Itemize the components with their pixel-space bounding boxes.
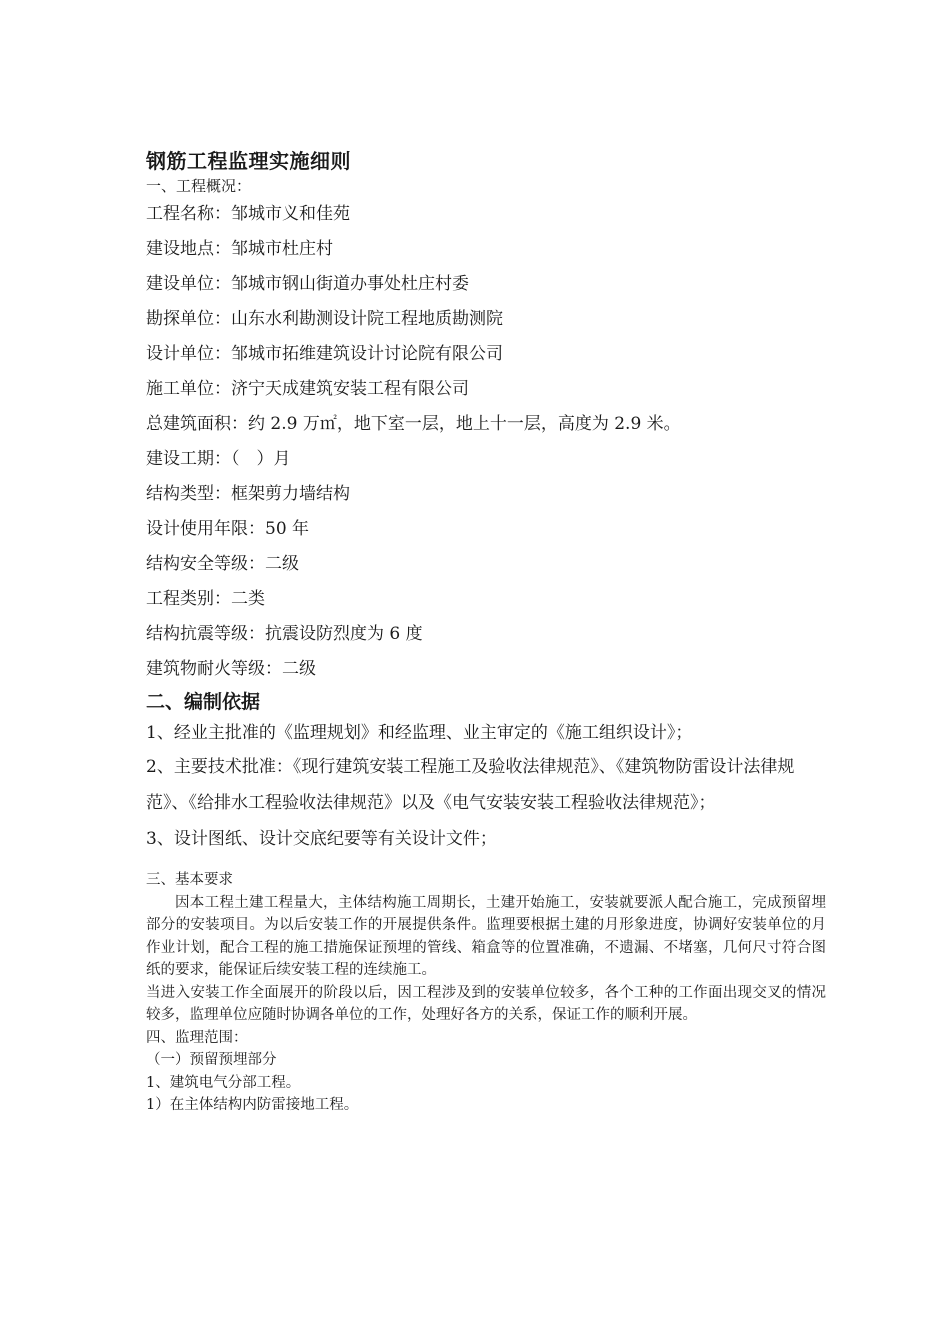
section-heading-requirements: 三、基本要求 (146, 872, 233, 888)
scope-subheading-embedded: （一）预留预埋部分 (146, 1052, 277, 1068)
scope-item-electrical: 1、建筑电气分部工程。 (146, 1074, 301, 1091)
overview-project-name: 工程名称：邹城市义和佳苑 (146, 204, 350, 224)
basis-item-1: 1、经业主批准的《监理规划》和经监理、业主审定的《施工组织设计》； (146, 723, 693, 743)
overview-contractor: 施工单位：济宁天成建筑安装工程有限公司 (146, 379, 469, 399)
overview-project-category: 工程类别：二类 (146, 589, 265, 609)
section-heading-overview: 一、工程概况： (146, 177, 252, 195)
section-heading-scope: 四、监理范围： (146, 1029, 248, 1046)
document-body (146, 147, 826, 1117)
overview-list (146, 197, 826, 687)
requirements-paragraph-2: 当进入安装工作全面展开的阶段以后，因工程涉及到的安装单位较多，各个工种的工作面出现交叉的情况较多，监理单位应随时协调各单位的工作，处理好各方的关系，保证工作的顺利开展。 (146, 984, 826, 1023)
overview-design-unit: 设计单位：邹城市拓维建筑设计讨论院有限公司 (146, 344, 503, 364)
overview-client: 建设单位：邹城市钢山街道办事处杜庄村委 (146, 274, 469, 294)
section-spacer (146, 857, 826, 869)
requirements-paragraph-1: 因本工程土建工程量大，主体结构施工周期长，土建开始施工，安装就要派人配合施工，完成预留埋部分的安装项目。为以后安装工作的开展提供条件。监理要根据土建的月形象进度，协调好安装单位的月作业计划，配合工程的施工措施保证预埋的管线、箱盒等的位置准确，不遗漏、不堵塞，几何尺寸符合图纸的要求，能保证后续安装工程的连续施工。 (146, 894, 826, 978)
overview-location: 建设地点：邹城市杜庄村 (146, 239, 333, 259)
overview-safety-grade: 结构安全等级：二级 (146, 554, 299, 574)
overview-structure-type: 结构类型：框架剪力墙结构 (146, 484, 350, 504)
overview-survey-unit: 勘探单位：山东水利勘测设计院工程地质勘测院 (146, 309, 503, 329)
overview-duration: 建设工期：（ ）月 (146, 449, 291, 469)
section-heading-basis: 二、编制依据 (146, 691, 261, 713)
overview-seismic-grade: 结构抗震等级：抗震设防烈度为 6 度 (146, 624, 423, 644)
basis-item-3: 3、设计图纸、设计交底纪要等有关设计文件； (146, 829, 497, 849)
document-title: 钢筋工程监理实施细则 (146, 149, 351, 173)
basis-item-2: 2、主要技术批准：《现行建筑安装工程施工及验收法律规范》、《建筑物防雷设计法律规范》、《给排水工程验收法律规范》以及《电气安装安装工程验收法律规范》； (146, 757, 795, 813)
overview-design-life: 设计使用年限：50 年 (146, 519, 310, 539)
overview-total-area: 总建筑面积：约 2.9 万㎡，地下室一层，地上十一层，高度为 2.9 米。 (146, 414, 681, 434)
overview-fire-grade: 建筑物耐火等级：二级 (146, 659, 316, 679)
scope-item-lightning-grounding: 1）在主体结构内防雷接地工程。 (146, 1097, 359, 1113)
